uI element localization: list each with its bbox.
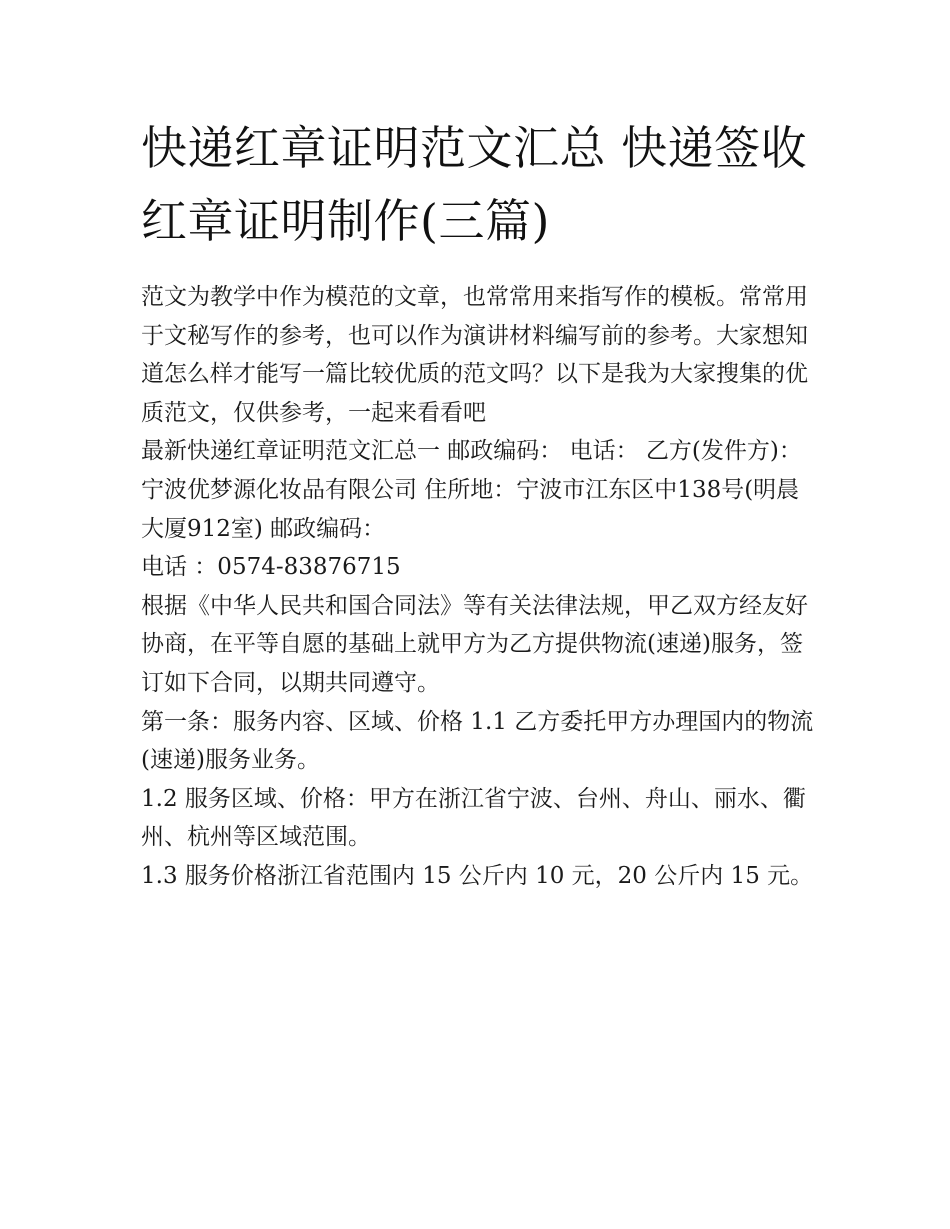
- document-page: [141, 112, 821, 896]
- paragraph-preamble: 根据《中华人民共和国合同法》等有关法律法规，甲乙双方经友好协商，在平等自愿的基础上就甲方为乙方提供物流(速递)服务，签订如下合同，以期共同遵守。: [141, 592, 808, 696]
- paragraph-intro: 范文为教学中作为模范的文章，也常常用来指写作的模板。常常用于文秘写作的参考，也可以作为演讲材料编写前的参考。大家想知道怎么样才能写一篇比较优质的范文吗？以下是我为大家搜集的优质范文，仅供参考，一起来看看吧: [141, 284, 808, 426]
- paragraph-parties: 最新快递红章证明范文汇总一 邮政编码： 电话： 乙方(发件方)：宁波优梦源化妆品有限公司 住所地：宁波市江东区中138号(明晨大厦912室) 邮政编码：: [141, 438, 802, 542]
- paragraph-article-1-3: 1.3 服务价格浙江省范围内 15 公斤内 10 元，20 公斤内 15 元。: [141, 862, 814, 889]
- document-body: [141, 278, 821, 896]
- paragraph-phone: 电话 ：0574-83876715: [141, 554, 401, 581]
- paragraph-article-1: 第一条：服务内容、区域、价格 1.1 乙方委托甲方办理国内的物流(速递)服务业务。: [141, 708, 814, 774]
- document-title: 快递红章证明范文汇总 快递签收红章证明制作(三篇): [141, 121, 808, 248]
- paragraph-article-1-2: 1.2 服务区域、价格：甲方在浙江省宁波、台州、舟山、丽水、衢州、杭州等区域范围。: [141, 785, 806, 851]
